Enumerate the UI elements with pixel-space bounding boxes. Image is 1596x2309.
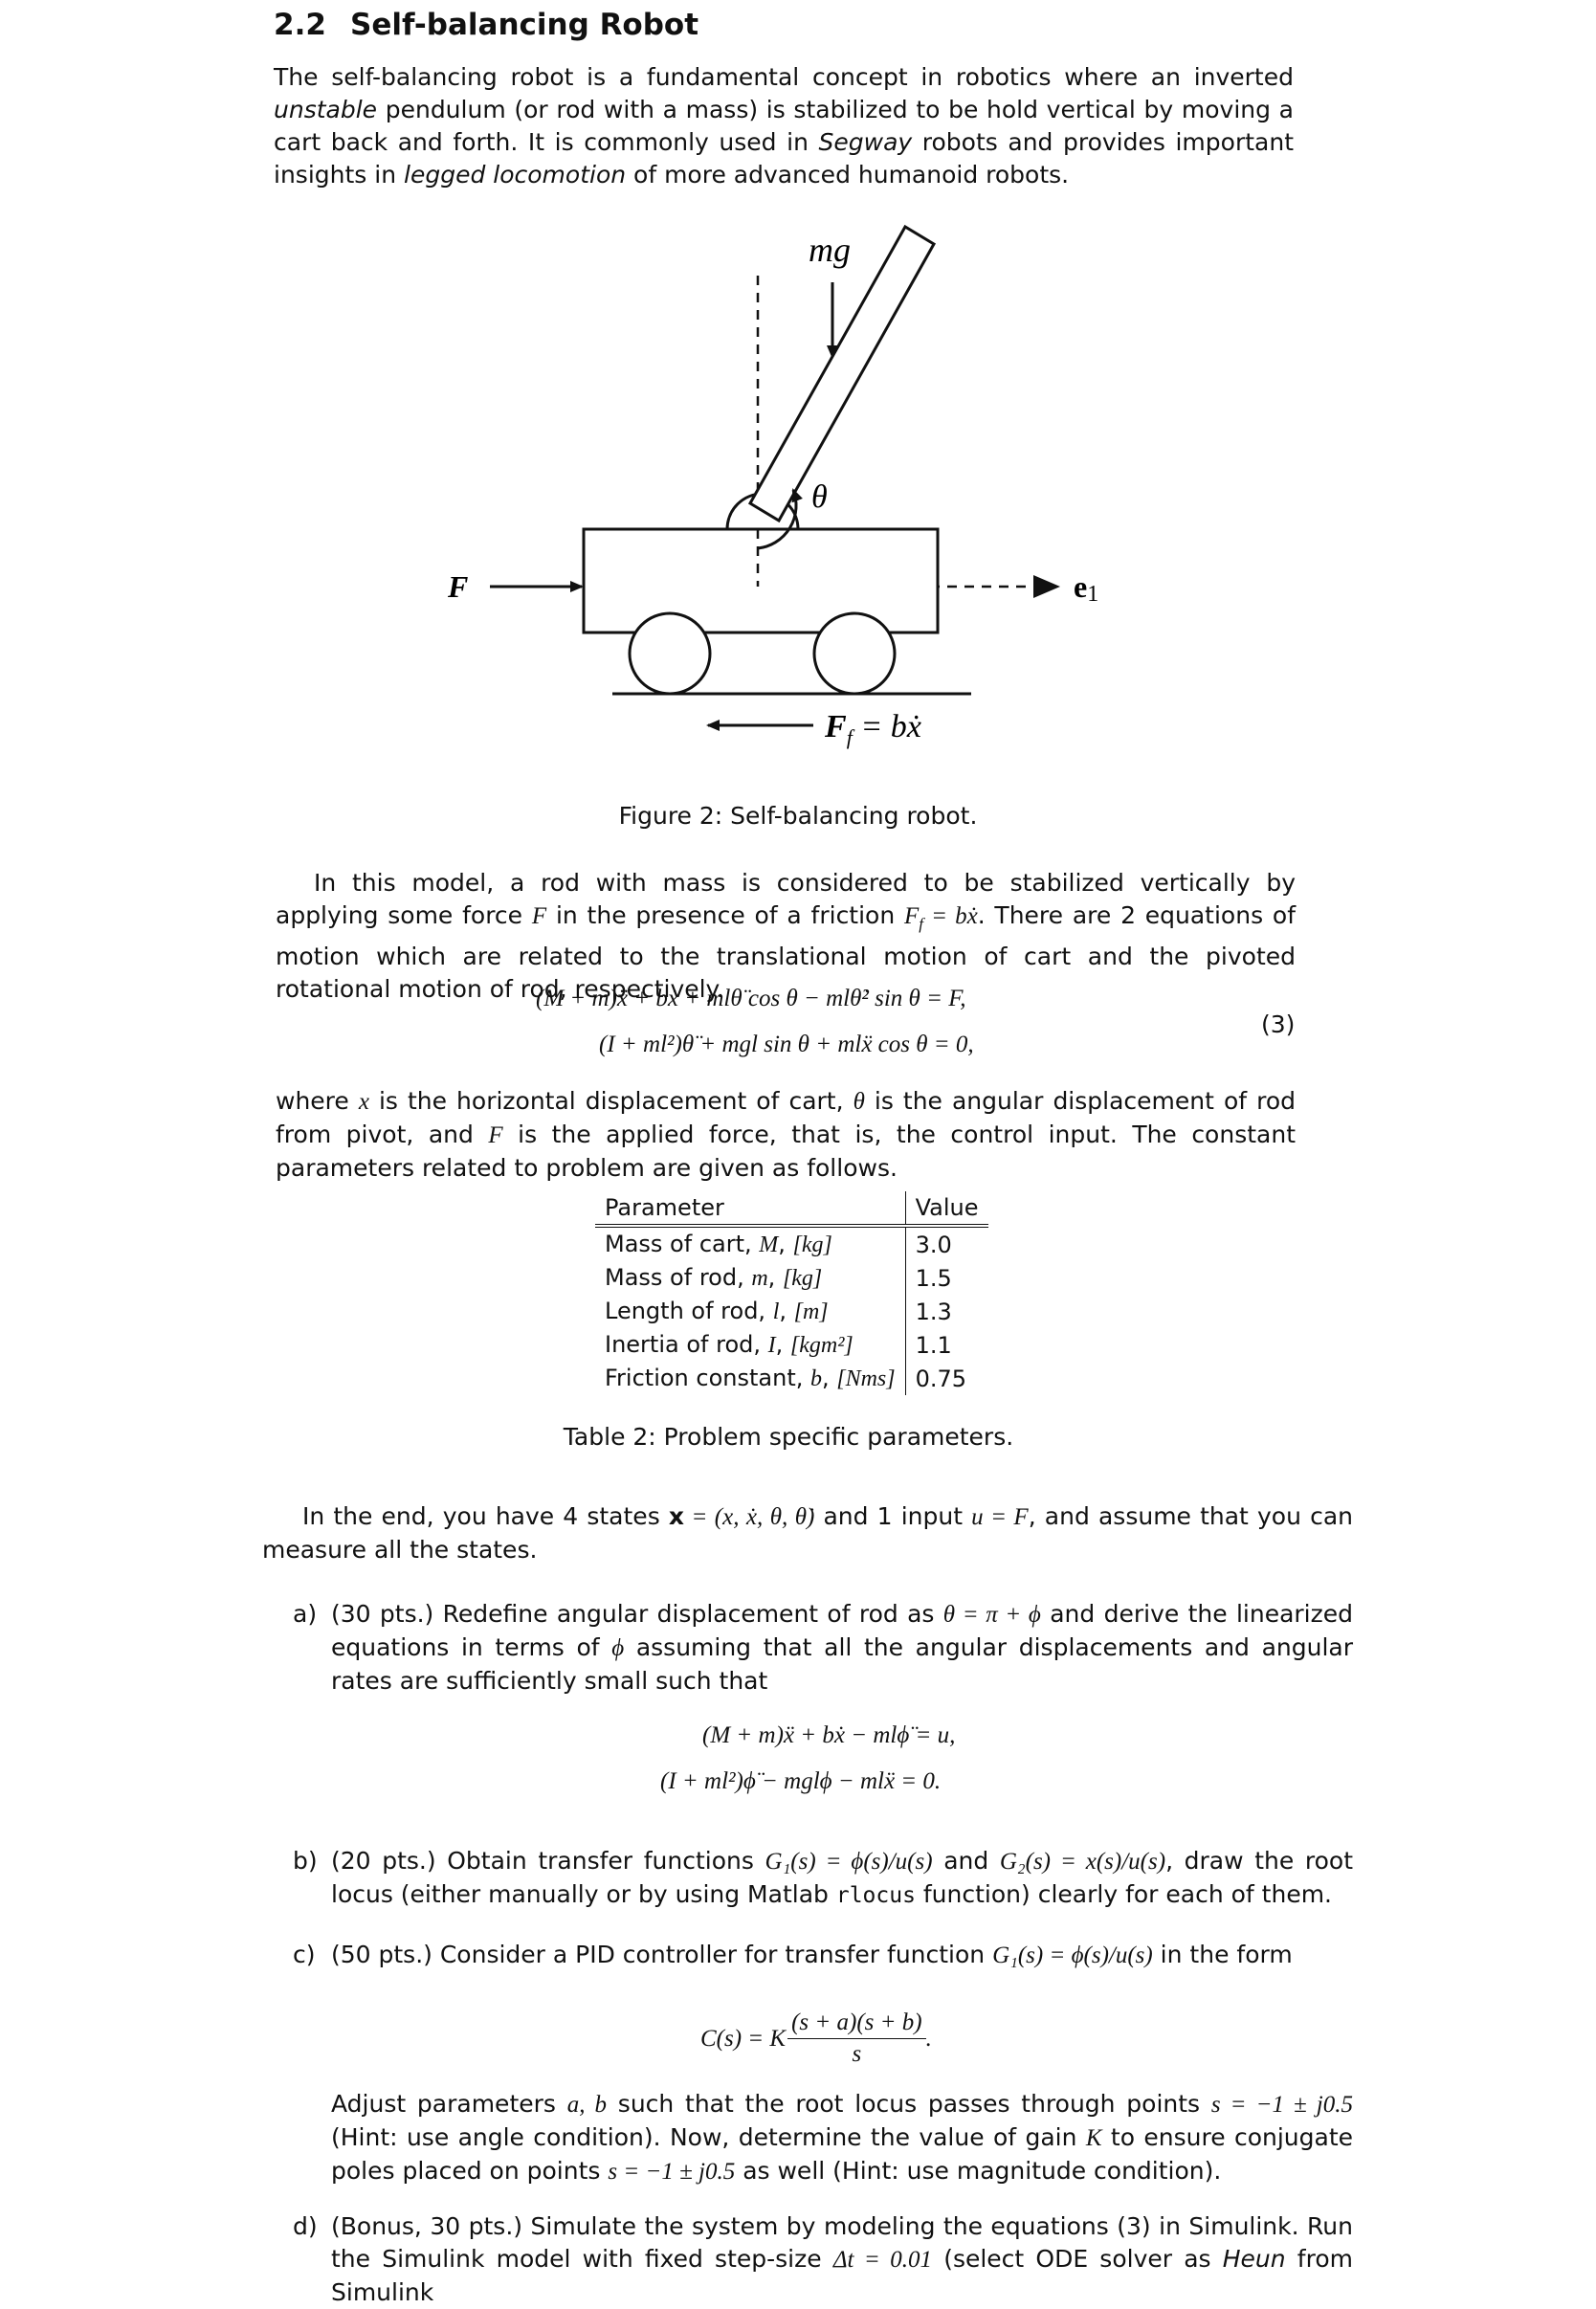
table-row: Mass of cart, M, [kg] 3.0: [595, 1226, 988, 1261]
equation-3-line-1: (M + m)ẍ + bẋ + mlθ̈ cos θ − mlθ̇² sin θ = F,: [536, 986, 966, 1011]
force-label: F: [448, 569, 469, 604]
parameter-table: [595, 1191, 988, 1395]
mg-label: mg: [809, 231, 851, 269]
model-paragraph: In this model, a rod with mass is considered to be stabilized vertically by applying some force F in the presence of a friction $F_f$ = bẋ. There are 2 equations of motion which are related to the translational motion of cart and the pivoted rotational motion of rod, respectively.: [276, 869, 1296, 1003]
intro-emph-unstable: unstable: [274, 96, 378, 123]
variables-paragraph: where x is the horizontal displacement of cart, θ is the angular displacement of rod from pivot, and F is the applied force, that is, the control input. The constant parameters related to problem are given as follows.: [276, 1087, 1296, 1182]
pid-lhs: C(s) = K: [700, 2025, 787, 2052]
table-row: Inertia of rod, I, [kgm²] 1.1: [595, 1328, 988, 1362]
equation-3-line-2: (I + ml²)θ̈ + mgl sin θ + mlẍ cos θ = 0,: [599, 1032, 974, 1057]
friction-label: $F_f$ = bẋ: [825, 709, 921, 749]
table-row: Friction constant, b, [Nms] 0.75: [595, 1362, 988, 1395]
header-value: Value: [905, 1191, 987, 1226]
pid-numerator: (s + a)(s + b): [787, 2008, 926, 2039]
linearized-equation-2: (I + ml²)ϕ̈ − mglϕ − mlẍ = 0.: [660, 1768, 942, 1794]
section-heading: [274, 8, 698, 42]
wheel-left: [630, 613, 710, 694]
table-header-row: [595, 1191, 988, 1226]
question-a-label: a): [293, 1600, 318, 1628]
question-c-adjust-text: Adjust parameters a, b such that the root locus passes through points s = −1 ± j0.5 (Hint: use angle condition). Now, determine the value of gain K to ensure conjugate poles placed on points s = −1 ± j0.5 as well (Hint: use magnitude condition).: [331, 2090, 1353, 2185]
wheel-right: [814, 613, 895, 694]
pid-controller-equation: C(s) = K $\frac{(s + a)(s + b)}{s}$ .: [700, 2008, 932, 2070]
intro-emph-legged: legged locomotion: [404, 161, 627, 189]
equation-3-number: (3): [1261, 1010, 1296, 1038]
cart-body: [584, 529, 938, 633]
question-c-text: (50 pts.) Consider a PID controller for transfer function G₁(s) = ϕ(s)/u(s) in the form: [331, 1941, 1293, 1968]
theta-label: θ: [811, 479, 828, 515]
question-d-label: d): [293, 2212, 318, 2240]
question-b-label: b): [293, 1847, 318, 1875]
table-row: Length of rod, l, [m] 1.3: [595, 1295, 988, 1328]
intro-text-4: of more advanced humanoid robots.: [626, 161, 1070, 189]
states-paragraph: In the end, you have 4 states x = (x, ẋ, θ, θ̇) and 1 input u = F, and assume that you can measure all the states.: [262, 1502, 1353, 1564]
section-title: Self-balancing Robot: [350, 8, 699, 42]
intro-paragraph: [274, 61, 1294, 191]
question-b-text: (20 pts.) Obtain transfer functions G₁(s) = ϕ(s)/u(s) and G₂(s) = x(s)/u(s), draw the root locus (either manually or by using Matlab rlocus function) clearly for each of them.: [331, 1847, 1353, 1908]
pendulum-rod: [750, 227, 934, 521]
intro-emph-segway: Segway: [818, 128, 913, 156]
intro-text-1: The self-balancing robot is a fundamental concept in robotics where an inverted: [274, 63, 1294, 91]
question-a-text: (30 pts.) Redefine angular displacement of rod as θ = π + ϕ and derive the linearized equations in terms of ϕ assuming that all the angular displacements and angular rates are sufficiently small such that: [331, 1600, 1353, 1695]
e1-label: e1: [1074, 569, 1099, 607]
linearized-equation-1: (M + m)ẍ + bẋ − mlϕ̈ = u,: [702, 1722, 956, 1748]
table-row: Mass of rod, m, [kg] 1.5: [595, 1261, 988, 1295]
question-c-label: c): [293, 1941, 316, 1968]
e1-arrow-head: [1033, 575, 1060, 598]
header-parameter: Parameter: [595, 1191, 905, 1226]
robot-figure: [411, 218, 1099, 773]
pid-denominator: s: [852, 2041, 862, 2067]
figure-caption: Figure 2: Self-balancing robot.: [618, 802, 978, 830]
intro-text-3: robots and provides important insights in: [274, 128, 1294, 189]
intro-text-2: pendulum (or rod with a mass) is stabilized to be hold vertical by moving a cart back and forth. It is commonly used in: [274, 96, 1294, 156]
question-d-text: (Bonus, 30 pts.) Simulate the system by modeling the equations (3) in Simulink. Run the Simulink model with fixed step-size Δt = 0.01 (select ODE solver as Heun from Simulink: [331, 2212, 1353, 2306]
section-number: 2.2: [274, 8, 326, 42]
table-caption: Table 2: Problem specific parameters.: [563, 1423, 1014, 1451]
